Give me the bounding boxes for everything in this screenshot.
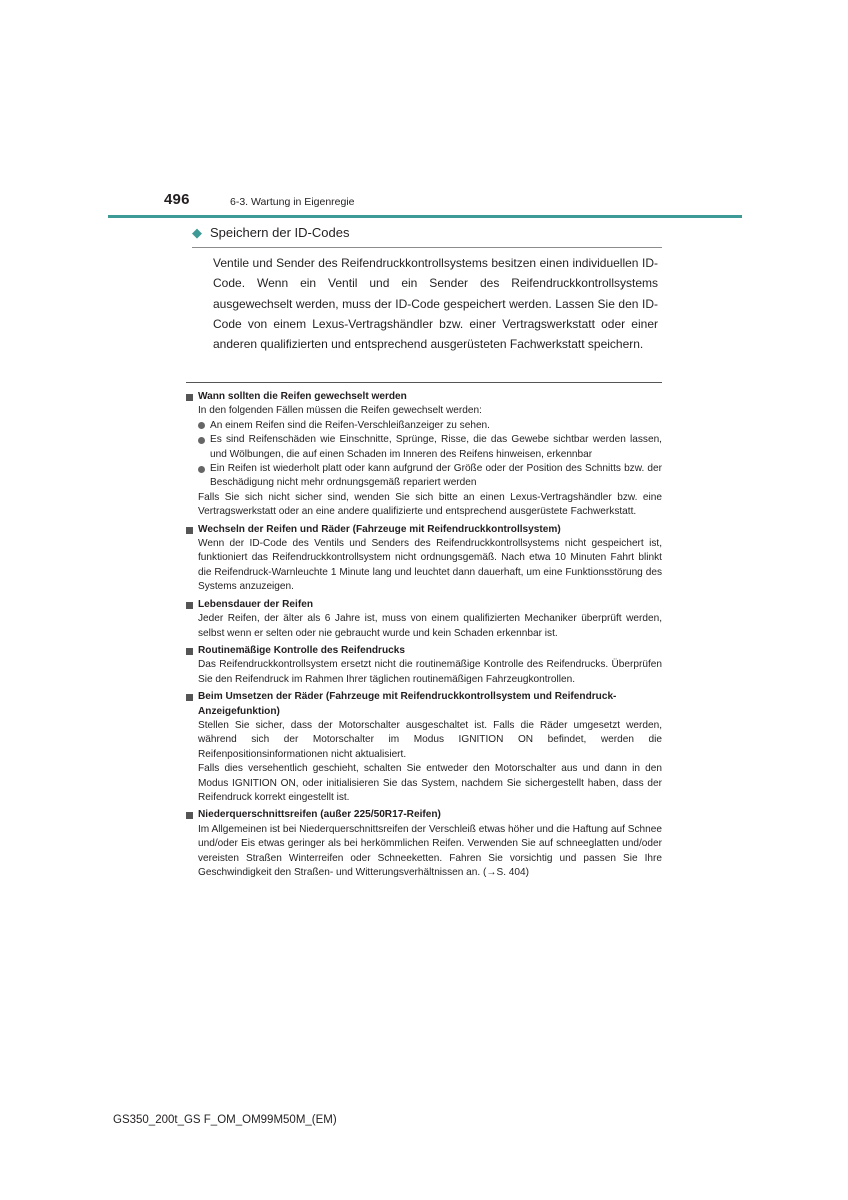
section-reference: 6-3. Wartung in Eigenregie	[230, 196, 355, 208]
note-heading-text: Niederquerschnittsreifen (außer 225/50R17-Reifen)	[198, 809, 441, 821]
notes-rule	[186, 382, 662, 383]
note-text: Stellen Sie sicher, dass der Motorschalter ausgeschaltet ist. Falls die Räder umgesetzt werden, während sich der Motorschalter im Modus IGNITION ON befindet, werden die Reifenpositionsinformationen nicht aktualisiert.	[198, 719, 662, 760]
square-bullet-icon	[186, 602, 193, 609]
list-item-text: Es sind Reifenschäden wie Einschnitte, Sprünge, Risse, die das Gewebe sichtbar werden lassen, und Wölbungen, die auf einen Schaden im Inneren des Reifens hinweisen, erkennbar	[210, 434, 662, 460]
note-text: Jeder Reifen, der älter als 6 Jahre ist, muss von einem qualifizierten Mechaniker überprüft werden, selbst wenn er selten oder nie gebraucht wurde und kein Schaden erkennbar ist.	[198, 613, 662, 639]
page-number: 496	[164, 191, 190, 208]
list-item	[198, 462, 662, 491]
square-bullet-icon	[186, 394, 193, 401]
note-body	[186, 658, 662, 687]
note-heading	[186, 598, 662, 612]
square-bullet-icon	[186, 694, 193, 701]
note-body	[186, 404, 662, 519]
footer-document-code: GS350_200t_GS F_OM_OM99M50M_(EM)	[113, 1114, 337, 1126]
list-item	[198, 433, 662, 462]
note-text: Falls dies versehentlich geschieht, schalten Sie entweder den Motorschalter aus und dann in den Modus IGNITION ON, oder initialisieren Sie das System, nachdem Sie sichergestellt haben, dass der Reifendruck korrekt eingestellt ist.	[198, 763, 662, 803]
notes-section	[186, 390, 662, 880]
note-text: Im Allgemeinen ist bei Niederquerschnittsreifen der Verschleiß etwas höher und die Haftung auf Schnee und/oder Eis etwas geringer als bei herkömmlichen Reifen. Verwenden Sie auf schneeglatten und/oder vereisten Straßen Winterreifen oder Schneeketten. Fahren Sie vorsichtig und passen Sie Ihre Geschwindigkeit den Straßen- und Witterungsverhältnissen an. (→S. 404)	[198, 823, 662, 878]
note-text: Wenn der ID-Code des Ventils und Senders des Reifendruckkontrollsystems nicht gespeichert ist, funktioniert das Reifendruckkontrollsystem nicht ordnungsgemäß. Nach etwa 10 Minuten Fahrt blinkt die Reifendruck-Warnleuchte 1 Minute lang und leuchtet dann dauerhaft, um eine Funktionsstörung des Systems anzuzeigen.	[198, 538, 662, 593]
square-bullet-icon	[186, 527, 193, 534]
note-outro: Falls Sie sich nicht sicher sind, wenden Sie sich bitte an einen Lexus-Vertragshändler bzw. eine Vertragswerkstatt oder an eine andere qualifizierte und entsprechend ausgerüstete Fachwerkstatt.	[198, 491, 662, 518]
list-item	[198, 419, 662, 433]
subsection-title: Speichern der ID-Codes	[210, 225, 350, 240]
square-bullet-icon	[186, 812, 193, 819]
note-intro: In den folgenden Fällen müssen die Reifen gewechselt werden:	[198, 405, 482, 417]
header-rule	[108, 215, 742, 218]
note-heading	[186, 690, 662, 719]
note-heading	[186, 390, 662, 404]
note-heading	[186, 644, 662, 658]
note-body	[186, 537, 662, 595]
note-text: Das Reifendruckkontrollsystem ersetzt nicht die routinemäßige Kontrolle des Reifendrucks. Überprüfen Sie den Reifendruck im Rahmen Ihrer täglichen routinemäßigen Fahrzeugkontrollen.	[198, 659, 662, 685]
list-item-text: An einem Reifen sind die Reifen-Verschleißanzeiger zu sehen.	[210, 419, 490, 431]
note-heading	[186, 808, 662, 822]
note-heading-text: Routinemäßige Kontrolle des Reifendrucks	[198, 644, 405, 656]
subsection-heading	[192, 225, 662, 248]
diamond-icon: ◆	[192, 225, 202, 240]
note-heading-text: Wann sollten die Reifen gewechselt werden	[198, 391, 407, 402]
round-bullet-icon	[198, 466, 205, 473]
note-heading-text: Beim Umsetzen der Räder (Fahrzeuge mit Reifendruckkontrollsystem und Reifendruck-Anzeigefunktion)	[198, 691, 617, 717]
note-body	[186, 823, 662, 881]
subsection-text: Ventile und Sender des Reifendruckkontrollsystems besitzen einen individuellen ID-Code. Wenn ein Ventil und ein Sender des Reifendruckkontrollsystems ausgewechselt werden, muss der ID-Code gespeichert werden. Lassen Sie den ID-Code von einem Lexus-Vertragshändler bzw. einer Vertragswerkstatt oder einer anderen qualifizierten und entsprechend ausgerüsteten Fachwerkstatt speichern.	[213, 256, 658, 352]
note-heading-text: Wechseln der Reifen und Räder (Fahrzeuge mit Reifendruckkontrollsystem)	[198, 523, 561, 535]
note-heading	[186, 523, 662, 537]
note-body	[186, 719, 662, 805]
square-bullet-icon	[186, 648, 193, 655]
note-body	[186, 612, 662, 641]
list-item-text: Ein Reifen ist wiederholt platt oder kann aufgrund der Größe oder der Position des Schnitts bzw. der Beschädigung nicht mehr ordnungsgemäß repariert werden	[210, 463, 662, 489]
round-bullet-icon	[198, 422, 205, 429]
round-bullet-icon	[198, 437, 205, 444]
note-heading-text: Lebensdauer der Reifen	[198, 598, 313, 610]
